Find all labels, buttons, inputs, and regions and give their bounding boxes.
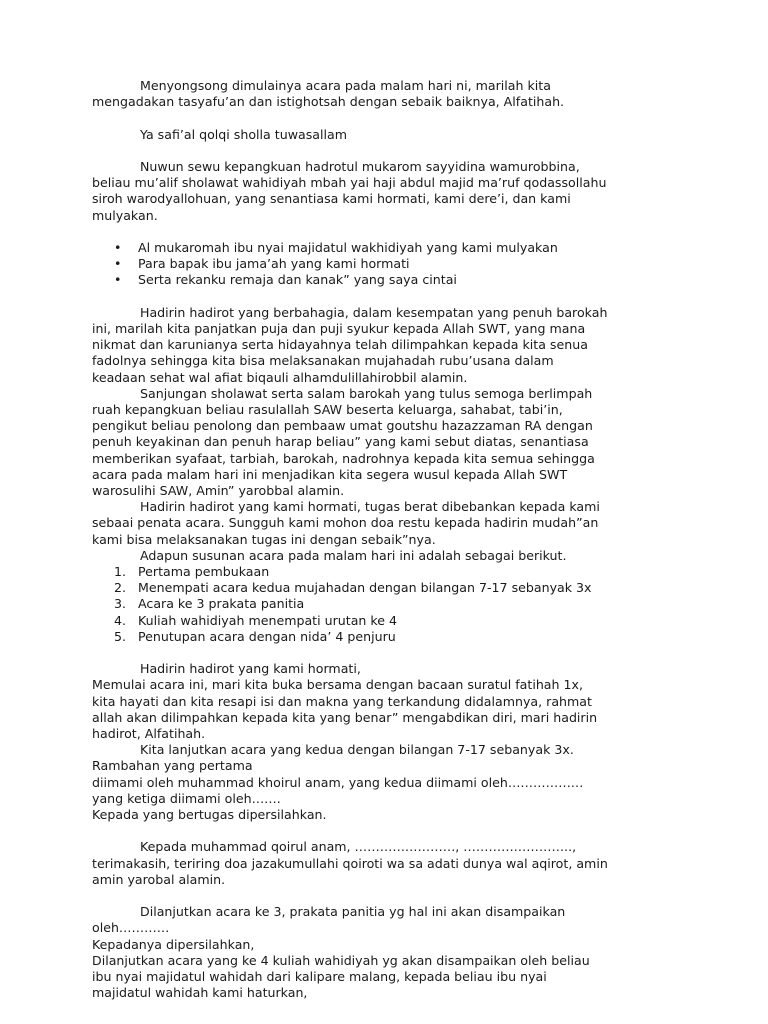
paragraph-yasafi: Ya safi’al qolqi sholla tuwasallam — [140, 126, 347, 142]
paragraph-adapun: Adapun susunan acara pada malam hari ini adalah sebagai berikut. — [140, 547, 567, 563]
paragraph-gap — [92, 289, 692, 305]
bullet-text: Al mukaromah ibu nyai majidatul wakhidiyah yang kami mulyakan — [138, 239, 558, 255]
document-page — [92, 78, 692, 1001]
paragraph-gap — [92, 143, 692, 159]
agenda-item — [92, 596, 692, 612]
paragraph-gap — [92, 645, 692, 661]
paragraph-rambahan: Rambahan yang pertama diimami oleh muhammad khoirul anam, yang kedua diimami oleh……………… yang ketiga diimami oleh……. Kepada yang bertugas dipersilahkan. — [92, 758, 584, 823]
agenda-item-text: Menempati acara kedua mujahadan dengan bilangan 7-17 sebanyak 3x — [138, 580, 592, 596]
paragraph-gap — [92, 110, 692, 126]
agenda-item-text: Penutupan acara dengan nida’ 4 penjuru — [138, 628, 396, 644]
paragraph-hadirin-2: Hadirin hadirot yang kami hormati, tugas berat dibebankan kepada kami sebaai penata acara. Sungguh kami mohon doa restu kepada hadirin mudah”an kami bisa melaksanakan tugas ini dengan sebaik”nya. — [92, 499, 600, 547]
paragraph-gap — [92, 888, 692, 904]
agenda-item-number: 2. — [114, 580, 127, 596]
paragraph-lanjutkan: Kita lanjutkan acara yang kedua dengan bilangan 7-17 sebanyak 3x. — [140, 742, 574, 758]
bullet-item — [92, 256, 692, 272]
agenda-item — [92, 580, 692, 596]
paragraph-closing: Kepadanya dipersilahkan, Dilanjutkan acara yang ke 4 kuliah wahidiyah yg akan disampaikan oleh beliau ibu nyai majidatul wahidah dari kalipare malang, kepada beliau ibu nyai majidatul wahidah kami haturkan, — [92, 936, 590, 1001]
bullet-item — [92, 272, 692, 288]
agenda-item-text: Kuliah wahidiyah menempati urutan ke 4 — [138, 612, 398, 628]
agenda-item-number: 5. — [114, 628, 127, 644]
agenda-item — [92, 629, 692, 645]
bullet-icon: • — [114, 256, 122, 272]
bullet-text: Para bapak ibu jama’ah yang kami hormati — [138, 256, 410, 272]
paragraph-hadirin-3: Hadirin hadirot yang kami hormati, — [140, 661, 361, 677]
agenda-item-text: Acara ke 3 prakata panitia — [138, 596, 305, 612]
paragraph-dilanjutkan-3: Dilanjutkan acara ke 3, prakata panitia yg hal ini akan disampaikan oleh………… — [92, 904, 566, 936]
paragraph-nuwun: Nuwun sewu kepangkuan hadrotul mukarom sayyidina wamurobbina, beliau mu’alif sholawat wahidiyah mbah yai haji abdul majid ma’ruf qodassollahu siroh warodyallohuan, yang senantiasa kami hormati, kami dere’i, dan kami mulyakan. — [92, 158, 607, 223]
paragraph-gap — [92, 823, 692, 839]
paragraph-hadirin-1: Hadirin hadirot yang berbahagia, dalam kesempatan yang penuh barokah ini, marilah kita panjatkan puja dan puji syukur kepada Allah SWT, yang mana nikmat dan karunianya serta hidayahnya telah dilimpahkan kepada kita senua fadolnya sehingga kita bisa melaksanakan mujahadah rubu’usana dalam keadaan sehat wal afiat biqauli alhamdulillahirobbil alamin. — [92, 304, 608, 385]
bullet-icon: • — [114, 272, 122, 288]
bullet-item — [92, 240, 692, 256]
agenda-item-number: 1. — [114, 564, 127, 580]
paragraph-kepada: Kepada muhammad qoirul anam, ……………………, …………………….., terimakasih, teriring doa jazakumullahi qoiroti wa sa adati dunya wal aqirot, amin amin yarobal alamin. — [92, 839, 608, 887]
agenda-numbered-list — [92, 564, 692, 645]
agenda-item-number: 3. — [114, 596, 127, 612]
agenda-item — [92, 613, 692, 629]
greeting-bullet-list — [92, 240, 692, 289]
agenda-item-number: 4. — [114, 612, 127, 628]
paragraph-opening: Menyongsong dimulainya acara pada malam hari ni, marilah kita mengadakan tasyafu’an dan istighotsah dengan sebaik baiknya, Alfatihah. — [92, 78, 565, 110]
bullet-text: Serta rekanku remaja dan kanak” yang saya cintai — [138, 272, 457, 288]
paragraph-memulai: Memulai acara ini, mari kita buka bersama dengan bacaan suratul fatihah 1x, kita hayati dan kita resapi isi dan makna yang terkandung didalamnya, rahmat allah akan dilimpahkan kepada kita yang benar” mengabdikan diri, mari hadirin hadirot, Alfatihah. — [92, 677, 598, 742]
agenda-item — [92, 564, 692, 580]
agenda-item-text: Pertama pembukaan — [138, 564, 270, 580]
bullet-icon: • — [114, 239, 122, 255]
paragraph-sanjungan: Sanjungan sholawat serta salam barokah yang tulus semoga berlimpah ruah kepangkuan beliau rasulallah SAW beserta keluarga, sahabat, tabi’in, pengikut beliau penolong dan pembaaw umat goutshu hazazzaman RA dengan penuh keyakinan dan penuh harap beliau” yang kami sebut diatas, senantiasa memberikan syafaat, tarbiah, barokah, nadrohnya kepada kita semua sehingga acara pada malam hari ini menjadikan kita segera wusul kepada Allah SWT warosulihi SAW, Amin” yarobbal alamin. — [92, 385, 595, 499]
paragraph-gap — [92, 224, 692, 240]
